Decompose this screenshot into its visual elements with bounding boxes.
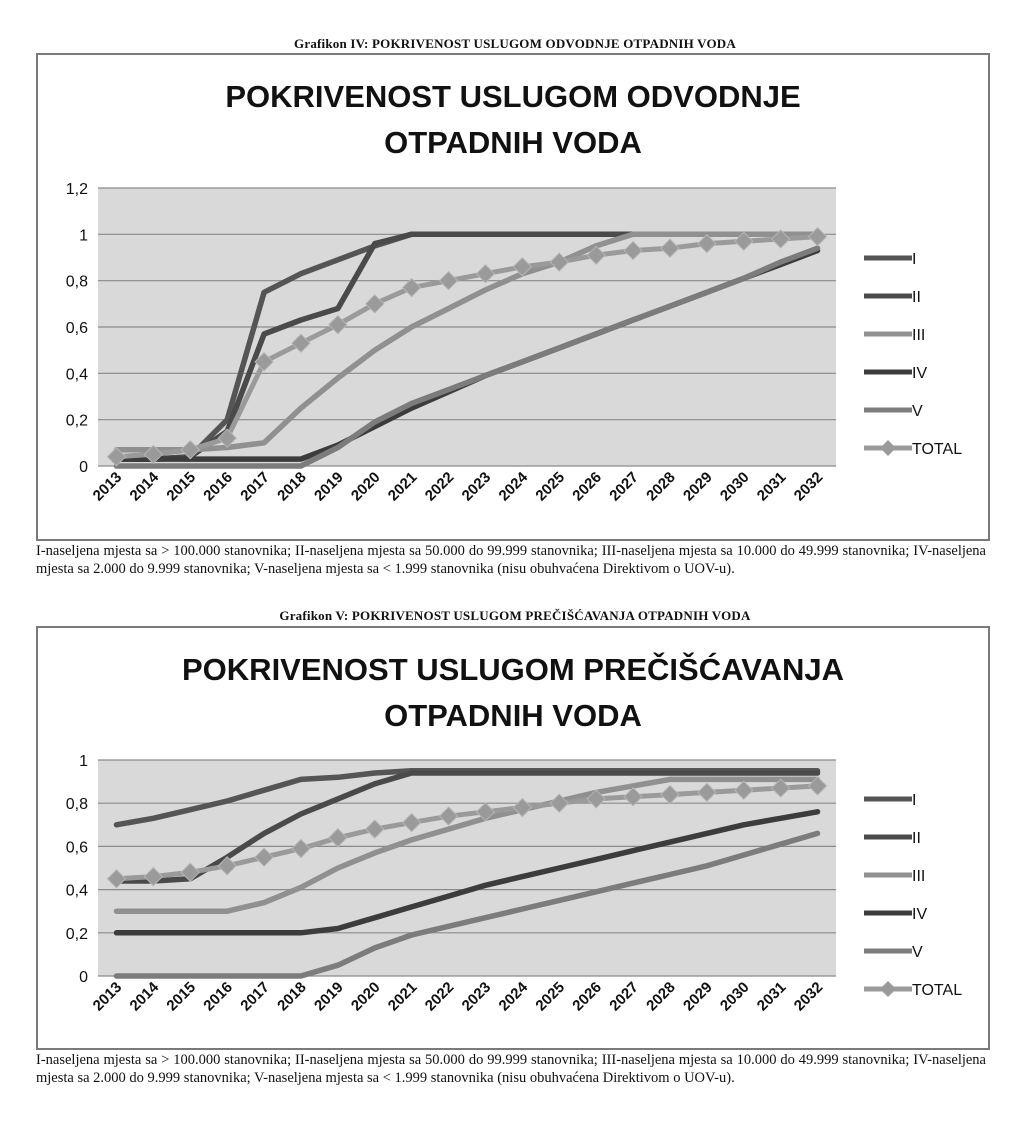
chart2-xtick: 2028 — [643, 978, 679, 1015]
chart2-xtick: 2014 — [126, 978, 163, 1015]
chart1-ytick: 0,8 — [65, 273, 88, 291]
chart1-xtick: 2025 — [532, 468, 569, 505]
chart1-ytick: 0,4 — [65, 366, 88, 384]
chart1-legend-label-iv: IV — [912, 365, 928, 382]
chart1-xtick: 2027 — [606, 468, 642, 505]
chart1-note: I-naseljena mjesta sa > 100.000 stanovnika; II-naseljena mjesta sa 50.000 do 99.999 stanovnika; III-naseljena mjesta sa 10.000 do 49.999 stanovnika; IV-naseljena mjesta sa 2.000 do 9.999 stanovnika; V-naseljena mjesta sa < 1.999 stanovnika (nisu obuhvaćena Direktivom o UOV-u). — [36, 543, 986, 577]
chart1-frame — [36, 53, 990, 541]
chart2-xtick: 2023 — [458, 978, 495, 1015]
chart2-xtick: 2022 — [421, 978, 458, 1015]
chart1-xtick: 2029 — [680, 468, 716, 505]
chart1-legend-label-total: TOTAL — [912, 441, 963, 458]
chart2-xtick: 2015 — [163, 978, 200, 1015]
chart2-xtick: 2031 — [753, 978, 790, 1015]
chart1-xtick: 2018 — [274, 468, 310, 505]
chart2-ytick: 0 — [79, 969, 88, 986]
chart2-legend-label-ii: II — [912, 830, 921, 847]
chart1-xtick: 2020 — [347, 468, 384, 505]
chart2-legend-label-iv: IV — [912, 906, 928, 923]
chart2-xtick: 2027 — [606, 978, 642, 1015]
chart2-xtick: 2029 — [680, 978, 716, 1015]
chart2-xtick: 2013 — [89, 978, 126, 1015]
chart2-xtick: 2019 — [311, 978, 347, 1015]
chart1-xtick: 2016 — [200, 468, 236, 505]
chart2-legend-label-iii: III — [912, 868, 926, 885]
chart2-xtick: 2025 — [532, 978, 569, 1015]
chart1-xtick: 2015 — [163, 468, 200, 505]
chart2-xtick: 2017 — [237, 978, 273, 1015]
chart1-legend-marker-total — [880, 440, 896, 456]
chart1-caption: Grafikon IV: POKRIVENOST USLUGOM ODVODNJE OTPADNIH VODA — [294, 36, 736, 51]
chart2-xtick: 2016 — [200, 978, 236, 1015]
chart2-xtick: 2021 — [384, 978, 421, 1015]
chart2-ytick: 0,4 — [65, 882, 88, 900]
chart1-xtick: 2026 — [569, 468, 605, 505]
chart2-xtick: 2024 — [495, 978, 532, 1015]
chart2-xtick: 2030 — [716, 978, 753, 1015]
chart2-xtick: 2032 — [790, 978, 827, 1015]
chart2-note: I-naseljena mjesta sa > 100.000 stanovnika; II-naseljena mjesta sa 50.000 do 99.999 stanovnika; III-naseljena mjesta sa 10.000 do 49.999 stanovnika; IV-naseljena mjesta sa 2.000 do 9.999 stanovnika; V-naseljena mjesta sa < 1.999 stanovnika (nisu obuhvaćena Direktivom o UOV-u). — [36, 1052, 986, 1086]
chart2-xtick: 2020 — [347, 978, 384, 1015]
chart2-legend-marker-total — [880, 981, 896, 997]
chart1-xtick: 2017 — [237, 468, 273, 505]
chart2-frame — [36, 626, 990, 1050]
chart1-xtick: 2032 — [790, 468, 827, 505]
chart2-svg — [38, 628, 988, 1048]
chart1-legend-label-ii: II — [912, 289, 921, 306]
chart1-ytick: 1 — [79, 227, 88, 245]
chart1-xtick: 2024 — [495, 468, 532, 505]
chart2-caption: Grafikon V: POKRIVENOST USLUGOM PREČIŠĆAVANJA OTPADNIH VODA — [279, 608, 751, 623]
chart1-xtick: 2031 — [753, 468, 790, 505]
chart1-svg — [38, 55, 988, 539]
chart1-xtick: 2021 — [384, 468, 421, 505]
chart2-ytick: 0,8 — [65, 796, 88, 814]
chart1-xtick: 2023 — [458, 468, 495, 505]
chart1-legend-label-i: I — [912, 251, 917, 268]
chart1-xtick: 2030 — [716, 468, 753, 505]
chart1-title-line-1: POKRIVENOST USLUGOM ODVODNJE — [225, 79, 801, 114]
chart2-legend-label-v: V — [912, 944, 923, 961]
chart1-ytick: 0 — [79, 459, 88, 476]
chart2-legend-label-total: TOTAL — [912, 982, 963, 999]
chart2-xtick: 2026 — [569, 978, 605, 1015]
chart1-xtick: 2013 — [89, 468, 126, 505]
chart2-title-line-2: OTPADNIH VODA — [384, 698, 642, 733]
chart1-xtick: 2022 — [421, 468, 458, 505]
chart1-ytick: 0,2 — [65, 412, 88, 430]
chart2-ytick: 0,6 — [65, 839, 88, 857]
chart1-legend-label-v: V — [912, 403, 923, 420]
chart2-ytick: 0,2 — [65, 925, 88, 943]
chart2-xtick: 2018 — [274, 978, 310, 1015]
chart2-title-line-1: POKRIVENOST USLUGOM PREČIŠĆAVANJA — [182, 652, 844, 687]
chart2-ytick: 1 — [79, 753, 88, 770]
chart1-xtick: 2028 — [643, 468, 679, 505]
chart1-legend-label-iii: III — [912, 327, 926, 344]
chart1-ytick: 0,6 — [65, 320, 88, 337]
chart1-ytick: 1,2 — [65, 181, 88, 198]
chart2-legend-label-i: I — [912, 792, 917, 809]
chart1-title-line-2: OTPADNIH VODA — [384, 125, 642, 160]
chart1-xtick: 2014 — [126, 468, 163, 505]
chart1-xtick: 2019 — [311, 468, 347, 505]
